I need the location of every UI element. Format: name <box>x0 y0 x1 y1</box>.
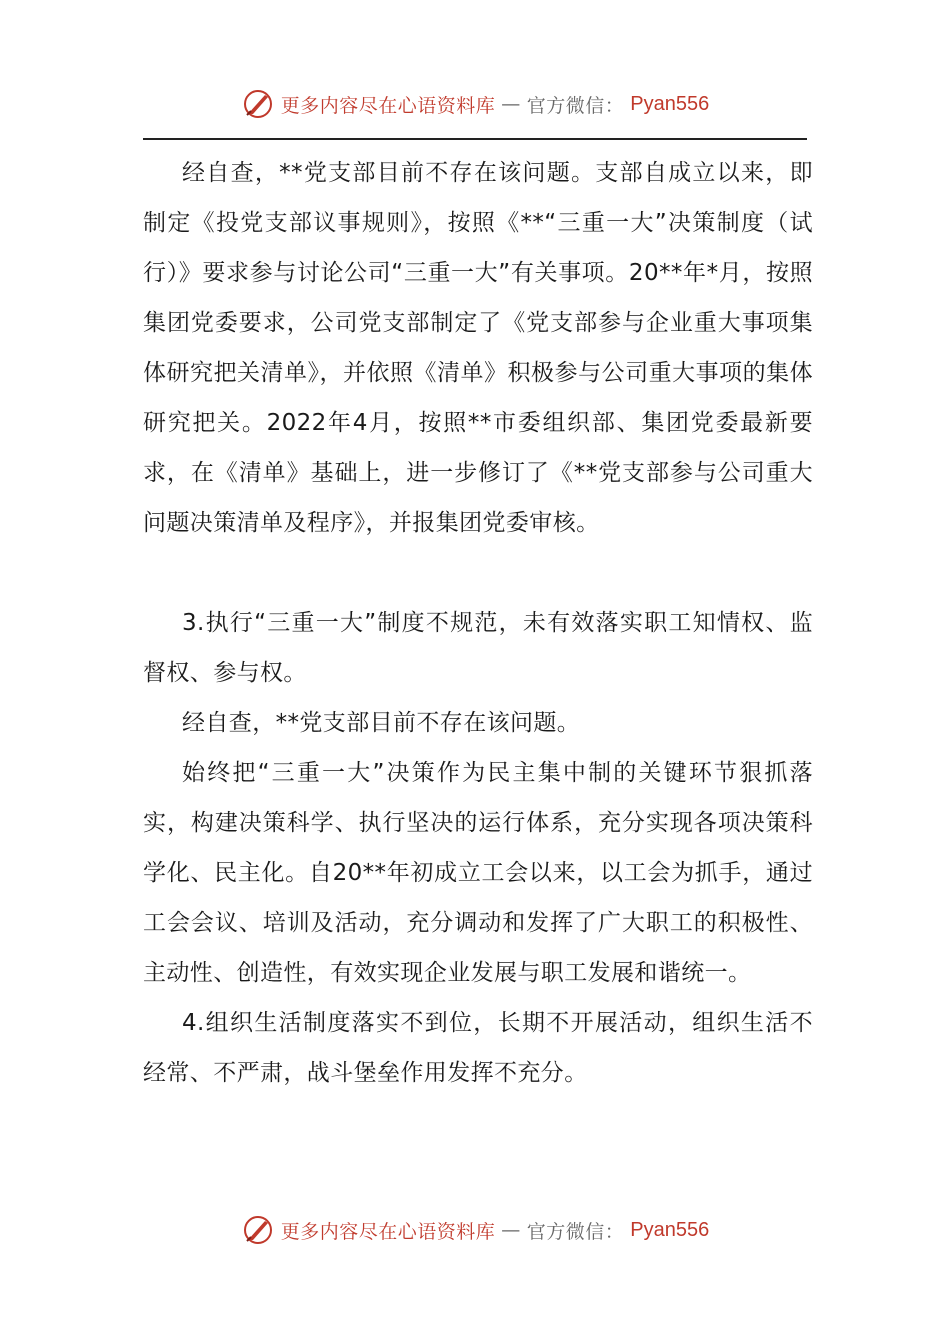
quill-pen-logo-icon <box>241 1213 275 1247</box>
footer-separator: — <box>501 1219 521 1241</box>
header-banner <box>0 84 950 124</box>
paragraph-self-check-2: 经自查，**党支部目前不存在该问题。 <box>182 710 581 736</box>
paragraph-item-4-heading: 4.组织生活制度落实不到位，长期不开展活动，组织生活不经常、不严肃，战斗堡垒作用发挥不充分。 <box>143 1010 813 1086</box>
document-body <box>143 148 813 1098</box>
paragraph-self-check-1: 经自查，**党支部目前不存在该问题。支部自成立以来，即制定《投党支部议事规则》，按照《**“三重一大”决策制度（试行）》要求参与讨论公司“三重一大”有关事项。20**年*月，按照集团党委要求，公司党支部制定了《党支部参与企业重大事项集体研究把关清单》，并依照《清单》积极参与公司重大事项的集体研究把关。2022年4月，按照**市委组织部、集团党委最新要求，在《清单》基础上，进一步修订了《**党支部参与公司重大问题决策清单及程序》，并报集团党委审核。 <box>143 160 813 536</box>
header-brand-text: 更多内容尽在心语资料库 <box>280 94 496 117</box>
header-channel-text: 官方微信： <box>526 94 625 117</box>
footer-channel-text: 官方微信： <box>526 1220 625 1243</box>
header-divider <box>143 138 807 140</box>
header-separator: — <box>501 93 521 115</box>
paragraph-decision-practice: 始终把“三重一大”决策作为民主集中制的关键环节狠抓落实，构建决策科学、执行坚决的运行体系，充分实现各项决策科学化、民主化。自20**年初成立工会以来，以工会为抓手，通过工会会议、培训及活动，充分调动和发挥了广大职工的积极性、主动性、创造性，有效实现企业发展与职工发展和谐统一。 <box>143 760 813 986</box>
footer-brand-text: 更多内容尽在心语资料库 <box>280 1220 496 1243</box>
quill-pen-logo-icon <box>241 87 275 121</box>
footer-wechat-id: Pyan556 <box>630 1218 710 1241</box>
footer-banner <box>0 1210 950 1250</box>
header-wechat-id: Pyan556 <box>630 92 710 115</box>
paragraph-item-3-heading: 3.执行“三重一大”制度不规范，未有效落实职工知情权、监督权、参与权。 <box>143 610 813 686</box>
